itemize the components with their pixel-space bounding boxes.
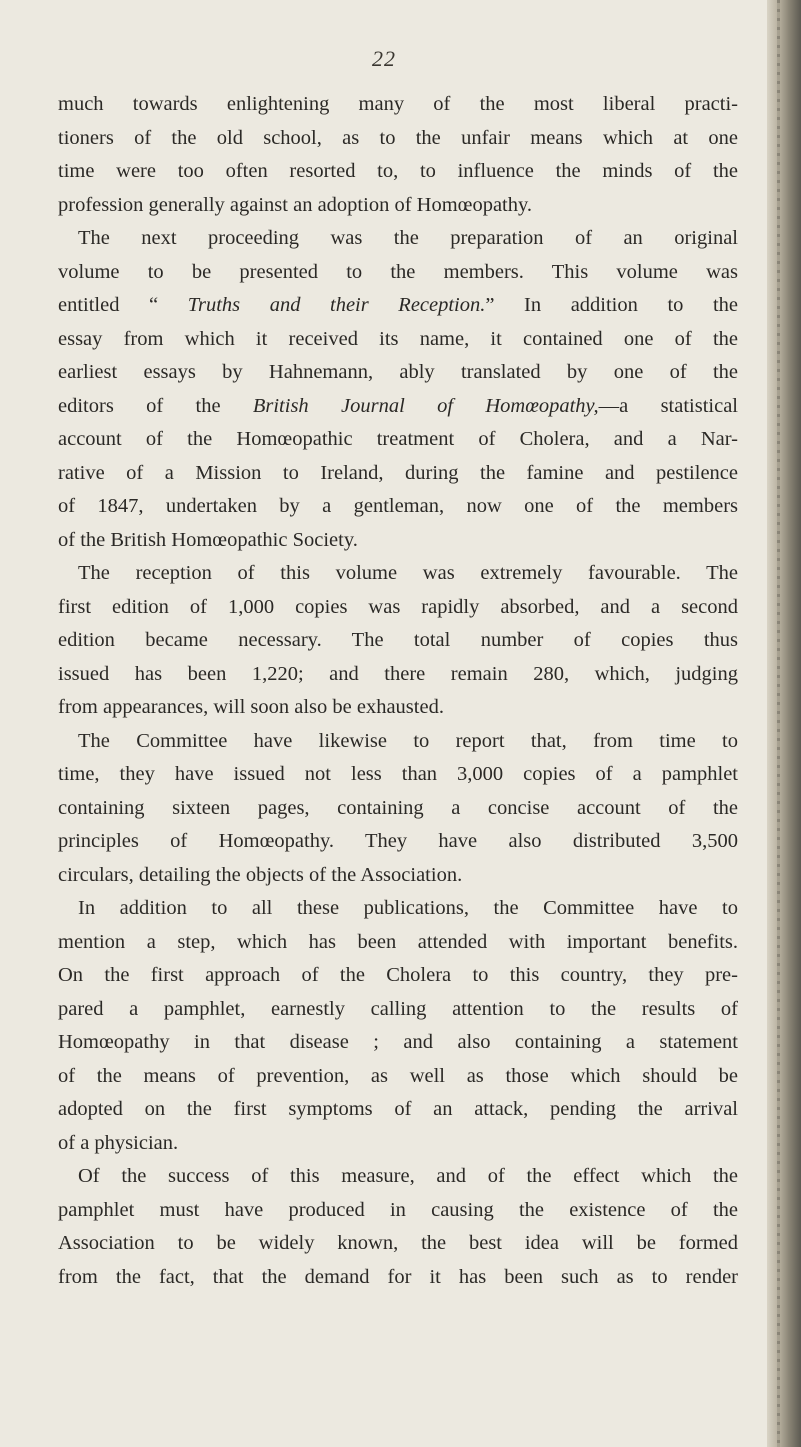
text-line: In addition to all these publications, the Committee have to bbox=[78, 897, 738, 919]
text-line: of a physician. bbox=[58, 1131, 179, 1154]
text-line: volume to be presented to the members. This volume was bbox=[58, 260, 738, 283]
text-line: Association to be widely known, the best idea will be formed bbox=[58, 1232, 738, 1254]
text-line: from the fact, that the demand for it has been such as to render bbox=[58, 1265, 738, 1288]
text-line bbox=[58, 289, 738, 323]
text-line: adopted on the first symptoms of an attack, pending the arrival bbox=[58, 1098, 738, 1120]
text-line: mention a step, which has been attended with important benefits. bbox=[58, 930, 738, 953]
text-line: time, they have issued not less than 3,000 copies of a pamphlet bbox=[58, 763, 738, 785]
text-line: pared a pamphlet, earnestly calling attention to the results of bbox=[58, 997, 738, 1020]
text-line: essay from which it received its name, it contained one of the bbox=[58, 327, 738, 350]
text-line: tioners of the old school, as to the unfair means which at one bbox=[58, 126, 738, 149]
text-line: account of the Homœopathic treatment of Cholera, and a Nar- bbox=[58, 428, 738, 450]
text-line: On the first approach of the Cholera to this country, they pre- bbox=[58, 964, 738, 986]
text-line: The next proceeding was the preparation of an original bbox=[78, 227, 738, 249]
italic-title: Truths and their Reception. bbox=[187, 294, 486, 316]
text-segment: entitled “ bbox=[58, 294, 188, 316]
text-line bbox=[58, 390, 738, 424]
text-line: profession generally against an adoption of Homœopathy. bbox=[58, 193, 533, 216]
italic-title: British Journal of Homœopathy, bbox=[252, 394, 599, 417]
text-line: edition became necessary. The total number of copies thus bbox=[58, 629, 738, 651]
text-line: from appearances, will soon also be exhausted. bbox=[58, 696, 444, 718]
body-text bbox=[58, 88, 738, 1294]
text-segment: editors of the bbox=[58, 394, 253, 417]
text-line: first edition of 1,000 copies was rapidly absorbed, and a second bbox=[58, 595, 738, 618]
page-binding-edge bbox=[767, 0, 801, 1447]
text-line: time were too often resorted to, to influence the minds of the bbox=[58, 160, 738, 182]
text-line: pamphlet must have produced in causing the existence of the bbox=[58, 1198, 738, 1221]
text-line: circulars, detailing the objects of the Association. bbox=[58, 863, 463, 886]
text-line: rative of a Mission to Ireland, during the famine and pestilence bbox=[58, 461, 738, 484]
text-line: containing sixteen pages, containing a concise account of the bbox=[58, 796, 738, 819]
page-number: 22 bbox=[372, 46, 396, 71]
text-line: The reception of this volume was extremely favourable. The bbox=[78, 562, 738, 584]
text-line: earliest essays by Hahnemann, ably translated by one of the bbox=[58, 361, 738, 383]
text-line: of 1847, undertaken by a gentleman, now one of the members bbox=[58, 495, 738, 517]
text-line: issued has been 1,220; and there remain 280, which, judging bbox=[58, 662, 738, 685]
text-segment: ” In addition to the bbox=[485, 294, 738, 316]
text-line: Homœopathy in that disease ; and also containing a statement bbox=[58, 1031, 738, 1053]
text-segment: —a statistical bbox=[598, 394, 738, 417]
text-line: of the means of prevention, as well as those which should be bbox=[58, 1064, 738, 1087]
text-line: of the British Homœopathic Society. bbox=[58, 528, 358, 551]
text-line: The Committee have likewise to report that, from time to bbox=[78, 729, 738, 752]
text-line: principles of Homœopathy. They have also distributed 3,500 bbox=[58, 830, 738, 852]
text-line: much towards enlightening many of the most liberal practi- bbox=[58, 93, 738, 115]
text-line: Of the success of this measure, and of the effect which the bbox=[78, 1165, 738, 1187]
